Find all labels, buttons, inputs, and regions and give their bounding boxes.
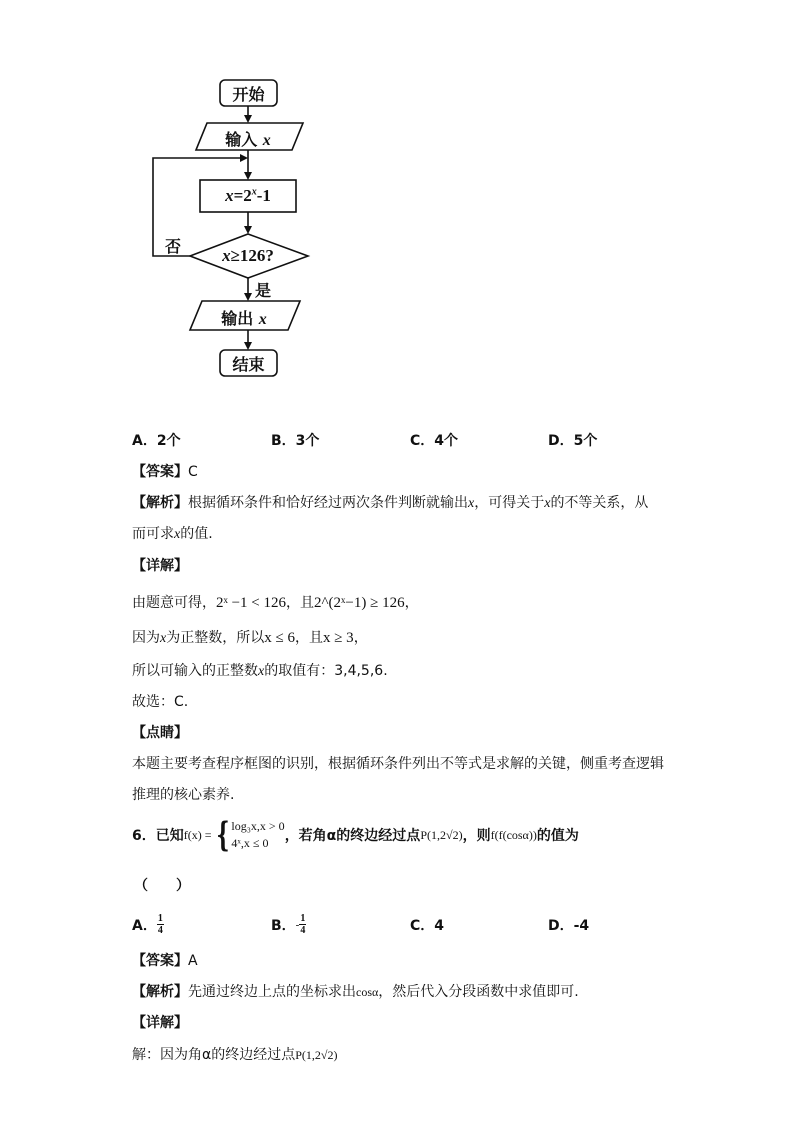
q5-analysis-line2: 而可求x的值. [132,526,213,542]
flow-no-label: 否 [165,237,182,256]
flow-process-label: $x=2^x-1$ [225,186,271,205]
q5-option-b: B．3个 [271,433,320,449]
q6-expr: f(f(cosα)) [490,827,537,842]
q6-option-c: C．4 [410,918,445,934]
flowchart [140,70,330,380]
q6-case1: log₃x,x > 0 [231,819,285,833]
q6-case2: 4ˣ,x ≤ 0 [231,836,269,850]
flow-input-label [200,127,296,150]
q5-option-c: C．4个 [410,433,459,449]
q5-detail-line3: 所以可输入的正整数x的取值有：3,4,5,6. [132,663,388,679]
q6-detail-tag: 【详解】 [132,1015,188,1031]
q6-option-d: D．-4 [548,918,590,934]
q6-option-a-frac: $\frac{1}{4}$ [157,913,163,936]
q6-analysis: 【解析】先通过终边上点的坐标求出cosα，然后代入分段函数中求值即可. [132,984,579,1000]
q6-fx: f(x) = [183,827,212,842]
q5-option-d: D．5个 [548,433,598,449]
flow-start-label: 开始 [232,85,265,104]
q5-answer: 【答案】C [132,464,198,480]
q5-detail-tag: 【详解】 [132,558,188,574]
flow-output-label: 输出 x [221,309,267,328]
q6-paren: （ ） [134,878,190,894]
q5-detail-line2: 因为x为正整数，所以x ≤ 6，且x ≥ 3， [132,630,368,646]
flow-input-var: x [262,132,271,149]
q5-option-a: A．2个 [132,433,181,449]
flow-yes-label: 是 [255,281,272,300]
q5-remark-line2: 推理的核心素养. [132,787,235,803]
q6-stem: 6．已知 f(x) = { log₃x,x > 0 4ˣ,x ≤ 0 ，若角α的终边经过点 P(1,2√2) ，则 f(f(cosα)) 的值为 [132,815,579,855]
q5-remark-line1: 本题主要考查程序框图的识别，根据循环条件列出不等式是求解的关键，侧重考查逻辑 [132,756,664,772]
q5-analysis-line1: 【解析】根据循环条件和恰好经过两次条件判断就输出x，可得关于x的不等关系，从 [132,495,649,511]
q6-brace: { [215,815,230,855]
q6-piecewise [212,815,285,855]
q6-option-b-frac: $\frac{1}{4}$ [300,913,306,936]
q6-point: P(1,2√2) [420,827,463,842]
q5-detail-line4: 故选：C. [132,694,189,710]
q6-option-b: B． - $\frac{1}{4}$ [271,913,306,936]
q6-detail-line1: 解：因为角α的终边经过点P(1,2√2) [132,1047,338,1063]
q5-detail-line1: 由题意可得，2ˣ −1 < 126，且2^(2ˣ−1) ≥ 126， [132,595,419,611]
flow-decision-label: x≥126? [222,246,274,265]
flow-input-text: 输入 [225,130,258,149]
q6-option-a: A． $\frac{1}{4}$ [132,913,163,936]
q6-answer: 【答案】A [132,953,198,969]
q5-remark-tag: 【点睛】 [132,725,188,741]
flow-end-label: 结束 [232,355,265,374]
